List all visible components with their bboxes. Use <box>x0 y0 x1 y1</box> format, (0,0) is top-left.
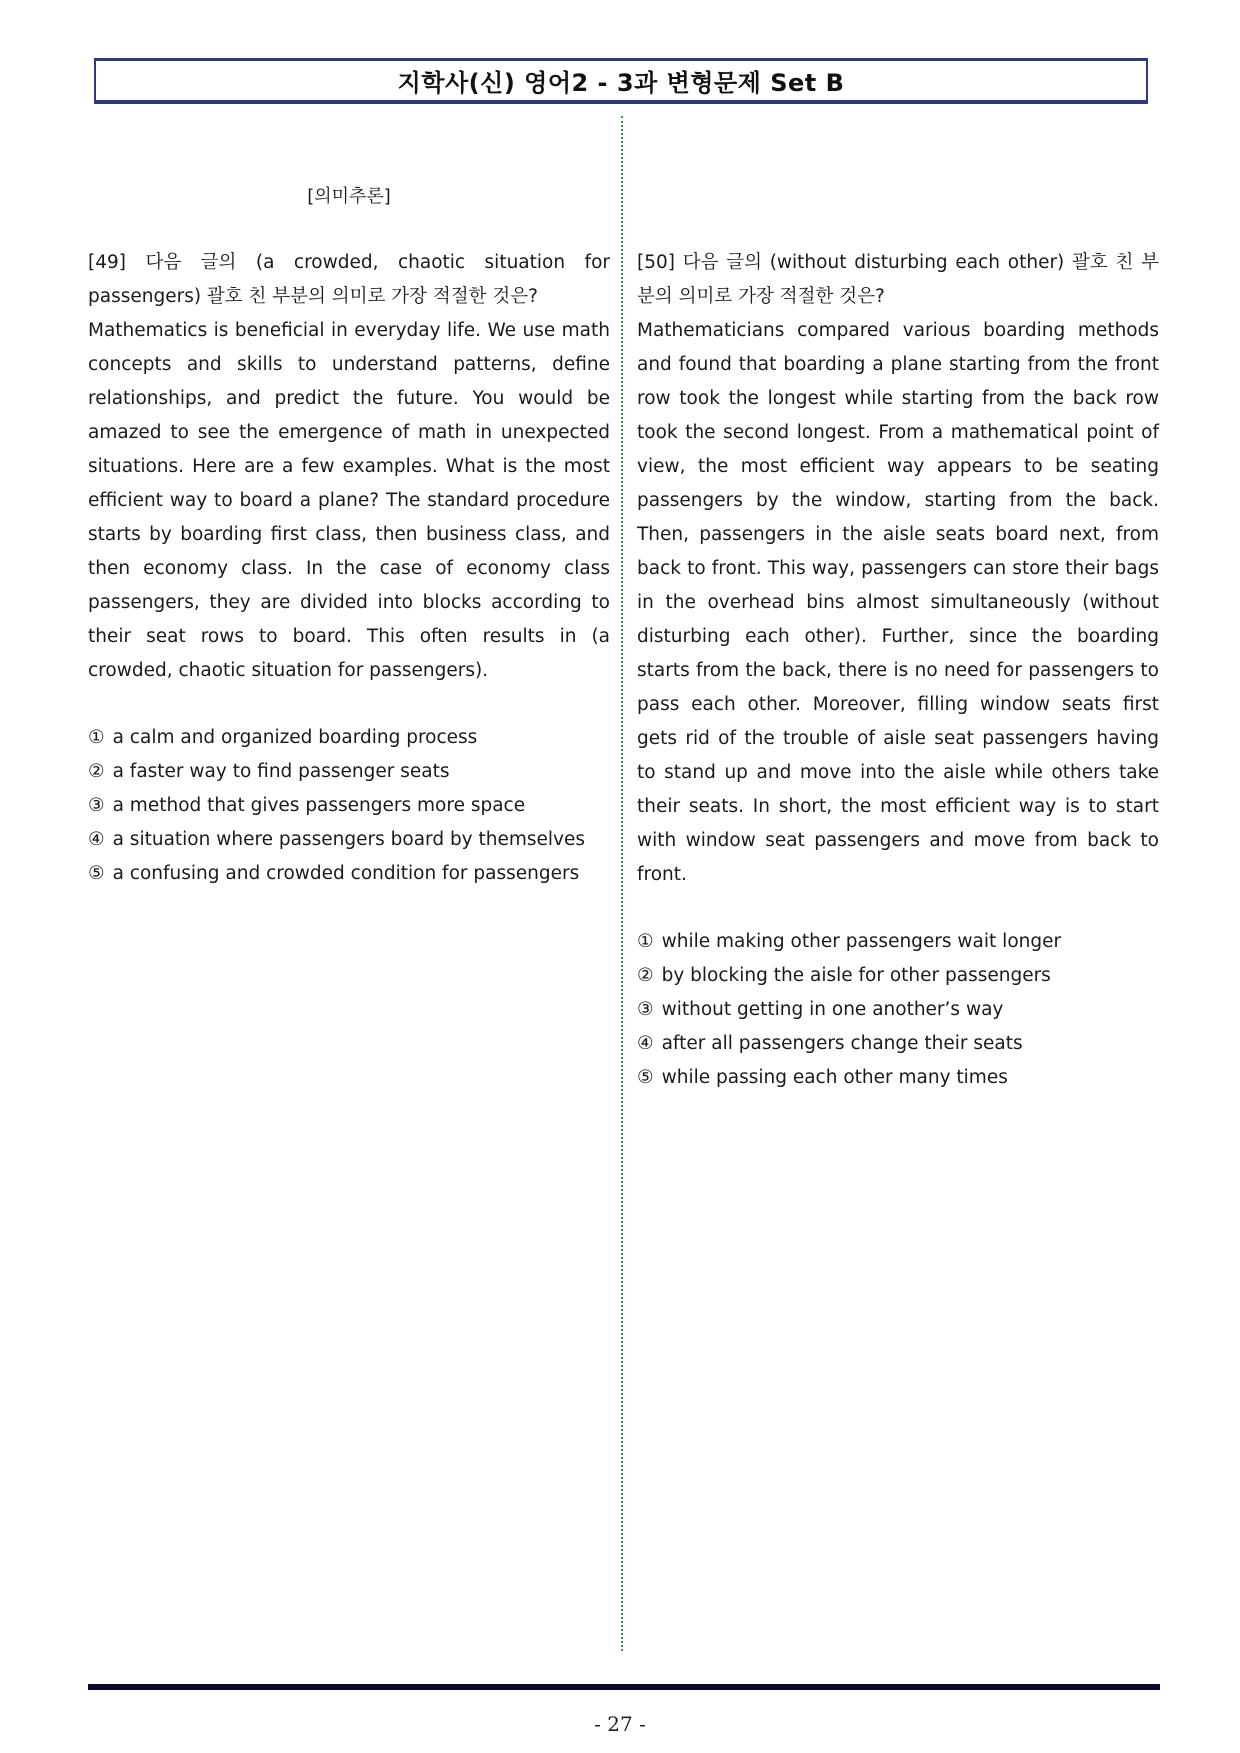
option-text: without getting in one another’s way <box>661 999 1004 1020</box>
answer-option[interactable] <box>88 755 610 789</box>
answer-option[interactable] <box>637 959 1159 993</box>
option-text: while making other passengers wait longer <box>661 931 1062 952</box>
page-header <box>94 58 1148 104</box>
option-text: a situation where passengers board by themselves <box>112 829 586 850</box>
option-number: ① <box>88 727 105 748</box>
option-number: ③ <box>88 795 105 816</box>
answer-option[interactable] <box>637 925 1159 959</box>
answer-option[interactable] <box>88 857 610 891</box>
option-number: ② <box>637 965 654 986</box>
answer-options-50 <box>637 925 1159 1095</box>
option-text: a confusing and crowded condition for passengers <box>112 863 580 884</box>
option-number: ⑤ <box>637 1067 654 1088</box>
option-text: by blocking the aisle for other passengers <box>661 965 1051 986</box>
option-text: after all passengers change their seats <box>661 1033 1023 1054</box>
page-title: 지학사(신) 영어2 - 3과 변형문제 Set B <box>397 69 845 97</box>
option-number: ④ <box>637 1033 654 1054</box>
section-label: [의미추론] <box>307 186 391 207</box>
option-text: a method that gives passengers more space <box>112 795 526 816</box>
answer-option[interactable] <box>88 789 610 823</box>
footer-rule <box>88 1684 1160 1690</box>
answer-option[interactable] <box>637 1027 1159 1061</box>
question-prompt: [49] 다음 글의 (a crowded, chaotic situation for passengers) 괄호 친 부분의 의미로 가장 적절한 것은? <box>88 252 610 307</box>
question-50 <box>637 246 1159 892</box>
option-number: ② <box>88 761 105 782</box>
answer-option[interactable] <box>637 1061 1159 1095</box>
answer-options-49 <box>88 721 610 891</box>
option-number: ⑤ <box>88 863 105 884</box>
option-number: ③ <box>637 999 654 1020</box>
answer-option[interactable] <box>88 721 610 755</box>
option-text: a calm and organized boarding process <box>112 727 478 748</box>
answer-option[interactable] <box>88 823 610 857</box>
option-text: a faster way to find passenger seats <box>112 761 450 782</box>
column-divider <box>621 116 623 1651</box>
question-passage: Mathematics is beneficial in everyday life. We use math concepts and skills to understand patterns, define relationships, and predict the future. You would be amazed to see the emergence of math in unexpected situations. Here are a few examples. What is the most efficient way to board a plane? The standard procedure starts by boarding first class, then business class, and then economy class. In the case of economy class passengers, they are divided into blocks according to their seat rows to board. This often results in (a crowded, chaotic situation for passengers). <box>88 320 610 681</box>
option-number: ① <box>637 931 654 952</box>
option-number: ④ <box>88 829 105 850</box>
page-number: - 27 - <box>594 1712 646 1736</box>
question-49 <box>88 246 610 688</box>
answer-option[interactable] <box>637 993 1159 1027</box>
question-passage: Mathematicians compared various boarding methods and found that boarding a plane starting from the front row took the longest while starting from the back row took the second longest. From a mathematical point of view, the most efficient way appears to be seating passengers by the window, starting from the back. Then, passengers in the aisle seats board next, from back to front. This way, passengers can store their bags in the overhead bins almost simultaneously (without disturbing each other). Further, since the boarding starts from the back, there is no need for passengers to pass each other. Moreover, filling window seats first gets rid of the trouble of aisle seat passengers having to stand up and move into the aisle while others take their seats. In short, the most efficient way is to start with window seat passengers and move from back to front. <box>637 320 1159 885</box>
option-text: while passing each other many times <box>661 1067 1008 1088</box>
question-prompt: [50] 다음 글의 (without disturbing each other) 괄호 친 부분의 의미로 가장 적절한 것은? <box>637 252 1159 307</box>
